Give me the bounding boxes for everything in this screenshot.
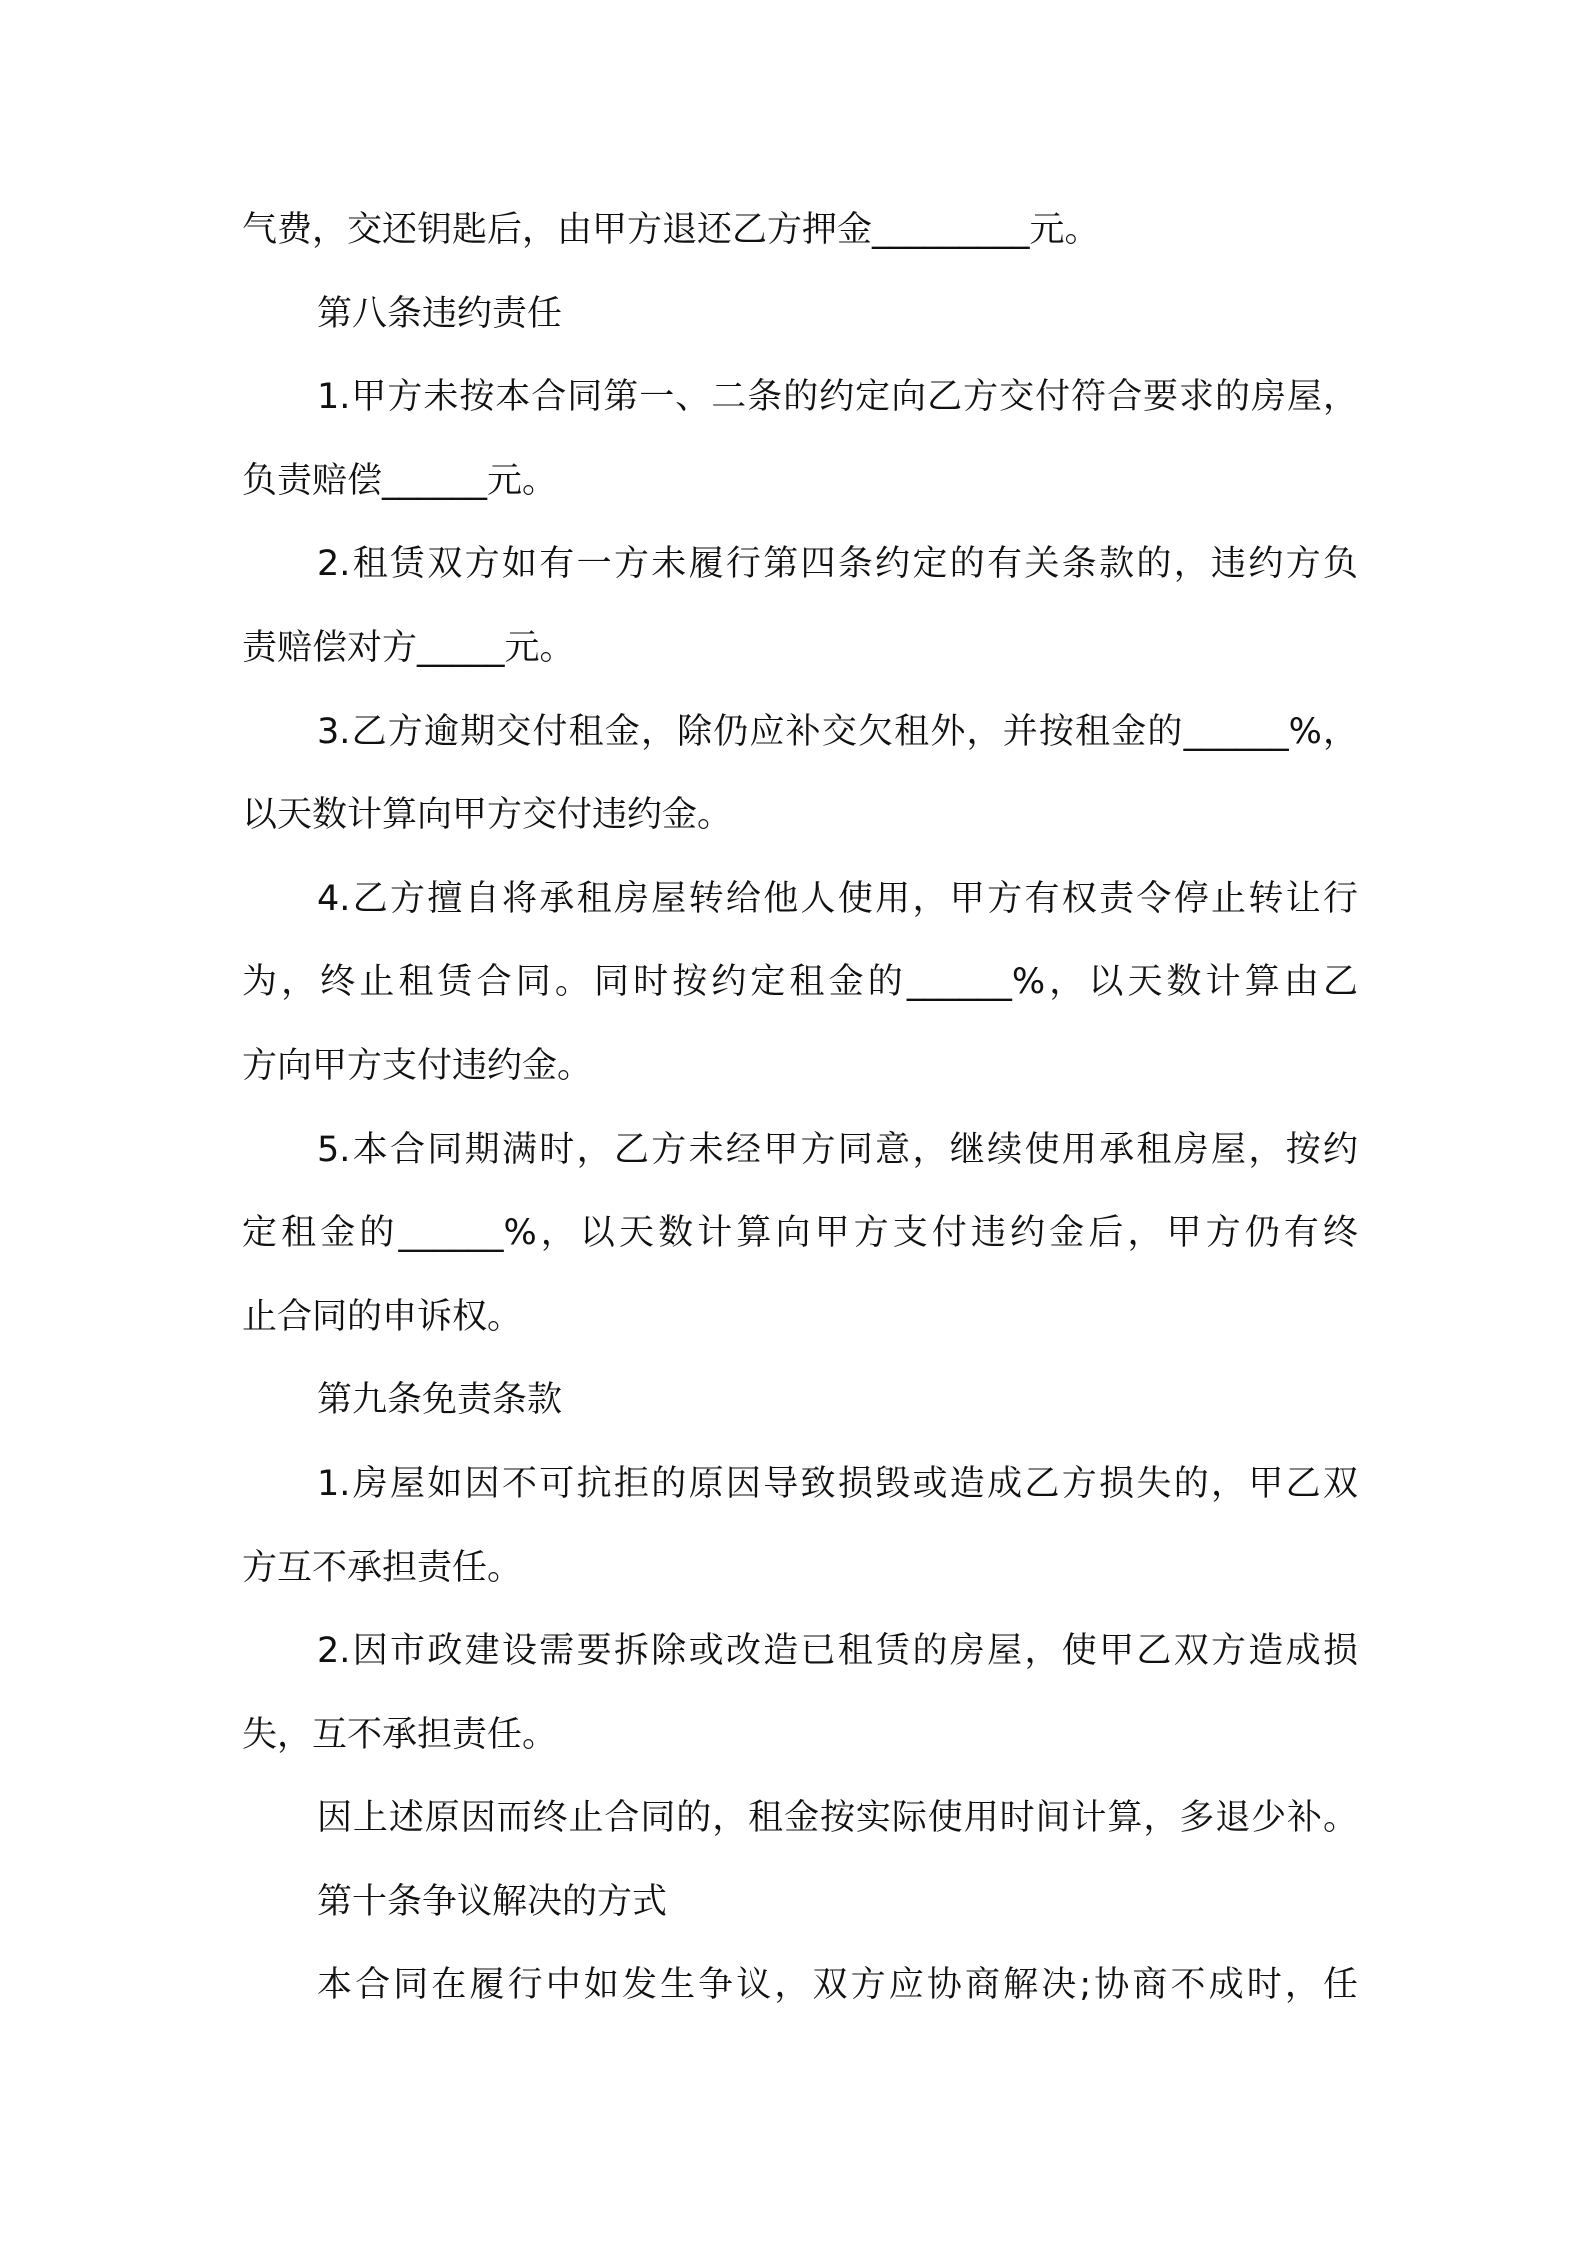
article-10-heading (242, 1861, 1358, 1945)
article-heading: 第十条争议解决的方式 (317, 1881, 668, 1922)
paragraph-line: 因上述原因而终止合同的，租金按实际使用时间计算，多退少补。 (317, 1798, 1358, 1839)
paragraph-line: 4.乙方擅自将承租房屋转给他人使用，甲方有权责令停止转让行 (317, 878, 1358, 919)
clause-8-4 (242, 858, 1358, 1109)
clause-8-2 (242, 523, 1358, 690)
clause-9-2 (242, 1610, 1358, 1777)
paragraph-line: 本合同在履行中如发生争议，双方应协商解决;协商不成时，任 (317, 1965, 1358, 2006)
clause-10-body (242, 1944, 1358, 2028)
clause-8-5 (242, 1109, 1358, 1360)
paragraph-line: 1.甲方未按本合同第一、二条的约定向乙方交付符合要求的房屋， (317, 377, 1358, 418)
paragraph-line: 以天数计算向甲方交付违约金。 (242, 795, 733, 836)
paragraph-line: 负责赔偿______元。 (242, 460, 558, 501)
article-9-heading (242, 1359, 1358, 1443)
paragraph-continuation (242, 189, 1358, 273)
article-heading: 第八条违约责任 (317, 293, 563, 334)
paragraph-line: 为，终止租赁合同。同时按约定租金的______%，以天数计算由乙 (242, 962, 1358, 1003)
clause-8-3 (242, 691, 1358, 858)
paragraph-line: 方向甲方支付违约金。 (242, 1045, 593, 1086)
document-body (242, 189, 1358, 2028)
paragraph-line: 止合同的申诉权。 (242, 1296, 523, 1337)
paragraph-line: 定租金的______%，以天数计算向甲方支付违约金后，甲方仍有终 (242, 1213, 1358, 1254)
paragraph-line: 方互不承担责任。 (242, 1547, 523, 1588)
paragraph-line: 1.房屋如因不可抗拒的原因导致损毁或造成乙方损失的，甲乙双 (317, 1463, 1358, 1504)
paragraph-line: 5.本合同期满时，乙方未经甲方同意，继续使用承租房屋，按约 (317, 1129, 1358, 1170)
paragraph-line: 2.因市政建设需要拆除或改造已租赁的房屋，使甲乙双方造成损 (317, 1631, 1358, 1672)
clause-8-1 (242, 356, 1358, 523)
paragraph-line: 3.乙方逾期交付租金，除仍应补交欠租外，并按租金的______%， (317, 711, 1358, 752)
paragraph-line: 责赔偿对方_____元。 (242, 627, 575, 668)
clause-9-note (242, 1777, 1358, 1861)
paragraph-line: 2.租赁双方如有一方未履行第四条约定的有关条款的，违约方负 (317, 544, 1358, 585)
clause-9-1 (242, 1443, 1358, 1610)
article-8-heading (242, 273, 1358, 357)
paragraph-line: 气费，交还钥匙后，由甲方退还乙方押金_________元。 (242, 210, 1100, 250)
paragraph-line: 失，互不承担责任。 (242, 1714, 558, 1755)
article-heading: 第九条免责条款 (317, 1380, 563, 1421)
